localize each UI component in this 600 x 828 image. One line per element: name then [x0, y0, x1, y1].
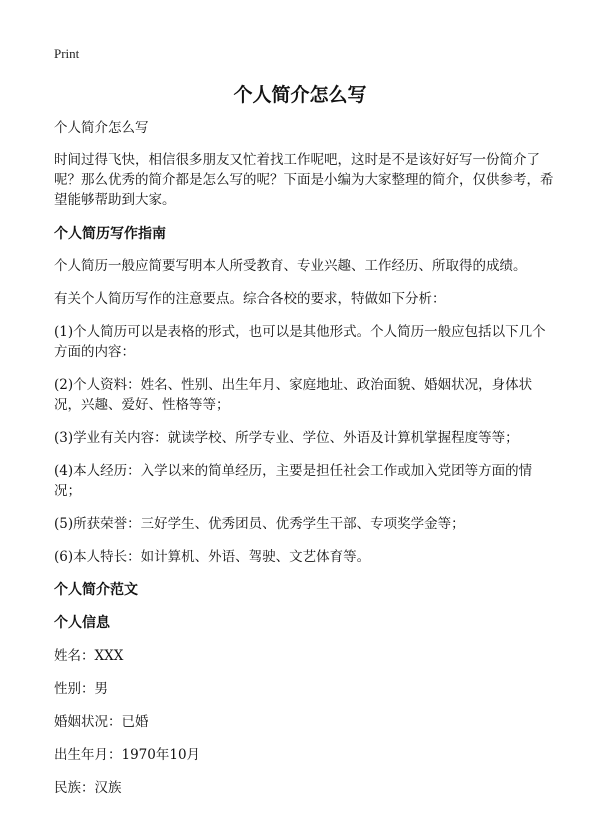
print-link[interactable]: Print [54, 46, 80, 61]
field-marital-status: 婚姻状况：已婚 [54, 714, 149, 730]
guide-item-5: (5)所获荣誉：三好学生、优秀团员、优秀学生干部、专项奖学金等； [54, 516, 465, 532]
document-body [54, 118, 554, 798]
intro-paragraph: 时间过得飞快，相信很多朋友又忙着找工作呢吧，这时是不是该好好写一份简介了呢？那么优秀的简介都是怎么写的呢？下面是小编为大家整理的简介，仅供参考，希望能够帮助到大家。 [54, 152, 554, 208]
field-ethnicity: 民族：汉族 [54, 780, 122, 796]
section-heading-sample: 个人简介范文 [54, 582, 138, 598]
guide-item-4: (4)本人经历：入学以来的简单经历，主要是担任社会工作或加入党团等方面的情况； [54, 463, 533, 499]
guide-item-3: (3)学业有关内容：就读学校、所学专业、学位、外语及计算机掌握程度等等； [54, 430, 519, 446]
field-name: 姓名：XXX [54, 648, 124, 664]
guide-item-2: (2)个人资料：姓名、性别、出生年月、家庭地址、政治面貌、婚姻状况，身体状况，兴趣、爱好、性格等等； [54, 377, 533, 413]
guide-paragraph-2: 有关个人简历写作的注意要点。综合各校的要求，特做如下分析： [54, 291, 446, 307]
section-heading-personal-info: 个人信息 [54, 615, 110, 631]
guide-item-1: (1)个人简历可以是表格的形式，也可以是其他形式。个人简历一般应包括以下几个方面的内容： [54, 324, 546, 360]
subtitle: 个人简介怎么写 [54, 120, 149, 136]
guide-item-6: (6)本人特长：如计算机、外语、驾驶、文艺体育等。 [54, 549, 371, 565]
section-heading-guide: 个人简历写作指南 [54, 226, 166, 242]
guide-paragraph-1: 个人简历一般应简要写明本人所受教育、专业兴趣、工作经历、所取得的成绩。 [54, 258, 527, 274]
page-title: 个人简介怎么写 [233, 84, 367, 106]
field-gender: 性别：男 [54, 681, 108, 697]
field-birth-date: 出生年月：1970年10月 [54, 747, 201, 763]
